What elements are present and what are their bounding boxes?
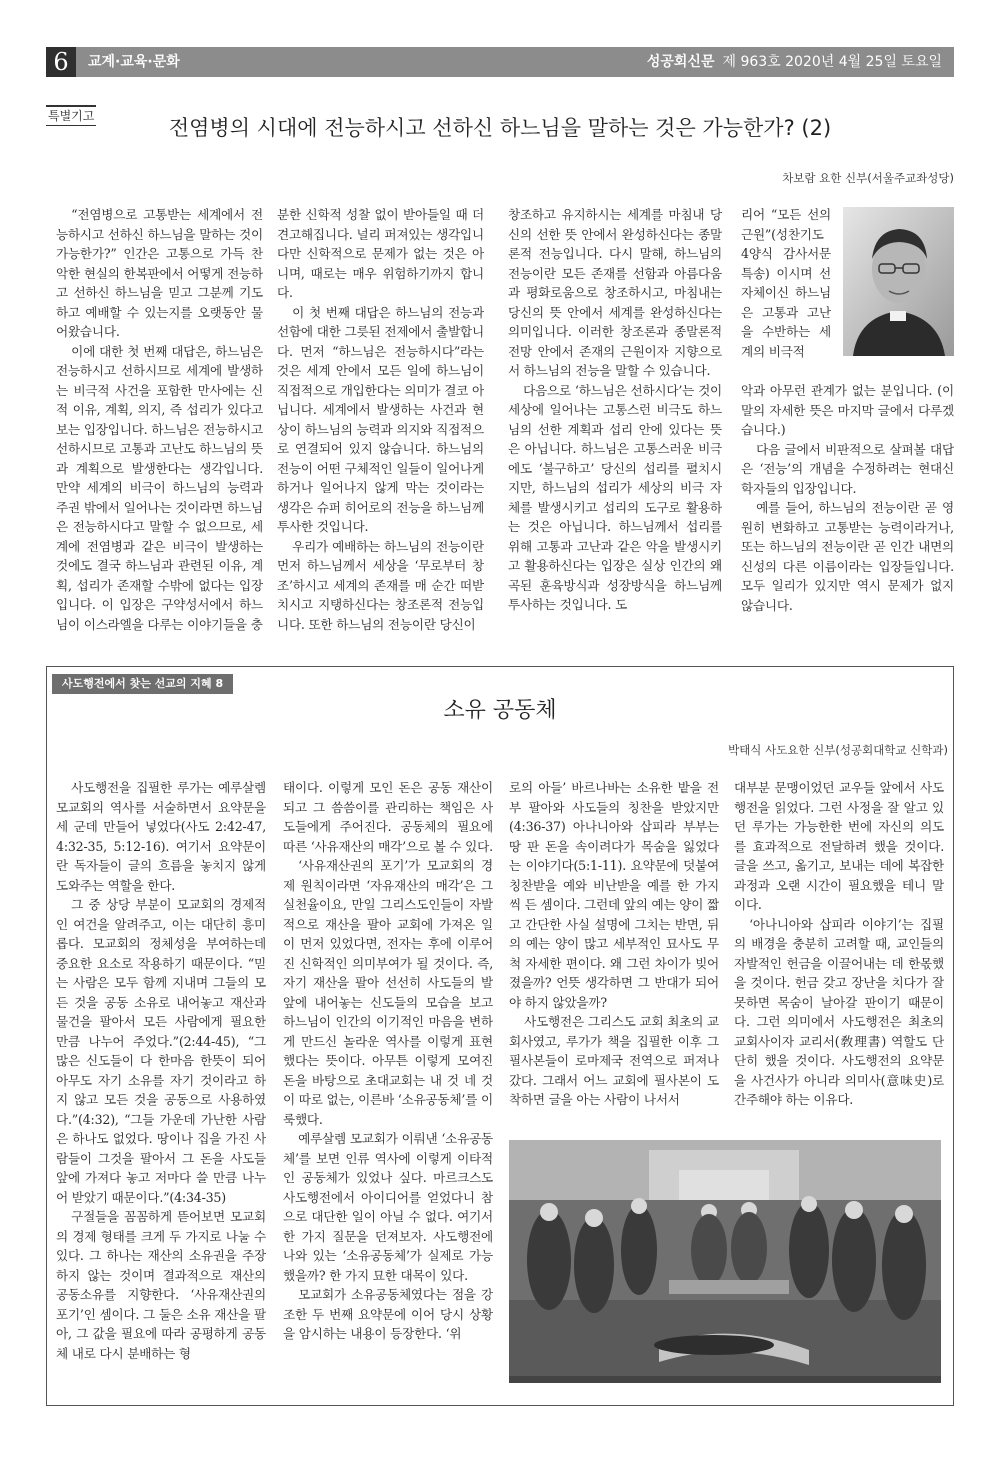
article2-column-2 xyxy=(283,778,493,1398)
article1-column-3 xyxy=(508,205,722,645)
article2-column-1 xyxy=(56,778,266,1398)
paragraph: ‘사유재산권의 포기’가 모교회의 경제 원칙이라면 ‘자유재산의 매각’은 그 실천율이요, 만일 그리스도인들이 자발적으로 재산을 팔아 교회에 가져온 일이 먼저 있었다면, 전자는 후에 이루어진 신학적인 의미부여가 될 것이다. 즉, 자기 재산을 팔아 선선히 사도들의 발 앞에 내어놓는 신도들의 모습을 보고 하느님이 인간의 이기적인 마음을 변하게 만드신 놀라운 역사를 이렇게 표현했다는 뜻이다. 아무튼 이렇게 모여진 돈을 바탕으로 초대교회는 내 것 네 것이 따로 없는, 이른바 ‘소유공동체’를 이룩했다. xyxy=(283,858,493,1127)
page-number: 6 xyxy=(46,47,76,77)
article1-column-2 xyxy=(277,205,484,645)
article1-kicker: 특별기고 xyxy=(46,105,96,126)
masthead xyxy=(647,52,942,72)
paragraph: 다음 글에서 비판적으로 살펴볼 대답은 ‘전능’의 개념을 수정하려는 현대신학자들의 입장입니다. xyxy=(741,441,954,496)
article2-byline: 박태식 사도요한 신부(성공회대학교 신학과) xyxy=(728,743,948,757)
paragraph: 이 첫 번째 대답은 하느님의 전능과 선함에 대한 그릇된 전제에서 출발합니다. 먼저 “하느님은 전능하시다”라는 것은 세계 안에서 모든 일에 하느님이 직접적으로 개입한다는 의미가 결코 아닙니다. 세계에서 발생하는 사건과 현상이 하느님의 능력과 의지와 직접적으로 연결되어 있지 않습니다. 하느님의 전능이 어떤 구체적인 일들이 일어나게 하거나 일어나지 않게 막는 것이라는 생각은 슈퍼 히어로의 전능을 하느님께 투사한 것입니다. xyxy=(277,304,484,534)
author-portrait-image xyxy=(843,207,954,356)
paragraph: 사도행전은 그리스도 교회 최초의 교회사였고, 루가가 책을 집필한 이후 그 필사본들이 로마제국 전역으로 퍼져나갔다. 그래서 어느 교회에 필사본이 도착하면 글을 아는 사람이 나서서 xyxy=(509,1014,719,1107)
paragraph: 모교회가 소유공동체였다는 점을 강조한 두 번째 요약문에 이어 당시 상황을 암시하는 내용이 등장한다. ‘위 xyxy=(283,1287,493,1341)
paragraph: 분한 신학적 성찰 없이 받아들일 때 더 견고해집니다. 널리 퍼져있는 생각입니다만 신학적으로 문제가 없는 것은 아니며, 때로는 매우 위험하기까지 합니다. xyxy=(277,207,484,300)
engraving-image xyxy=(509,1140,941,1383)
article2-column-3 xyxy=(509,778,719,1128)
article1-title: 전염병의 시대에 전능하시고 선하신 하느님을 말하는 것은 가능한가? (2) xyxy=(168,116,832,140)
article1-column-4-top xyxy=(741,205,831,381)
paragraph: 악과 아무런 관계가 없는 분입니다. (이 말의 자세한 뜻은 마지막 글에서 다루겠습니다.) xyxy=(741,383,954,437)
paragraph: 우리가 예배하는 하느님의 전능이란 먼저 하느님께서 세상을 ‘무로부터 창조’하시고 세계의 존재를 매 순간 떠받치시고 지탱하신다는 창조론적 전능입니다. 또한 하느님의 전능이란 당신이 xyxy=(277,538,484,632)
illustration-death-of-ananias xyxy=(509,1140,941,1383)
paragraph: 그 중 상당 부분이 모교회의 경제적인 여건을 알려주고, 이는 대단히 흥미롭다. 모교회의 정체성을 부여하는데 중요한 요소로 작용하기 때문이다. “믿는 사람은 모두 함께 지내며 그들의 모든 것을 공동 소유로 내어놓고 재산과 물건을 팔아서 모든 사람에게 필요한 만큼 나누어 주었다.”(2:44-45), “그 많은 신도들이 다 한마음 한뜻이 되어 아무도 자기 소유를 자기 것이라고 하지 않고 모든 것을 공동으로 사용하였다.”(4:32), “그들 가운데 가난한 사람은 하나도 없었다. 땅이나 집을 가진 사람들이 그것을 팔아서 그 돈을 사도들 앞에 가져다 놓고 저마다 쓸 만큼 나누어 받았기 때문이다.”(4:34-35) xyxy=(56,897,266,1205)
paragraph: 예루살렘 모교회가 이뤄낸 ‘소유공동체’를 보면 인류 역사에 이렇게 이타적인 공동체가 있었나 싶다. 마르크스도 사도행전에서 아이디어를 얻었다니 참으로 대단한 일이 아닐 수 없다. 여기서 한 가지 질문을 던져보자. 사도행전에 나와 있는 ‘소유공동체’가 실제로 가능했을까? 한 가지 묘한 대목이 있다. xyxy=(283,1131,493,1283)
paragraph: 리어 “모든 선의 근원”(성찬기도 4양식 감사서문 특송) 이시며 선 자체이신 하느님은 고통과 고난을 수반하는 세계의 비극적 xyxy=(741,207,831,359)
article1-column-4 xyxy=(741,381,954,645)
paragraph: 다음으로 ‘하느님은 선하시다’는 것이 세상에 일어나는 고통스런 비극도 하느님의 선한 계획과 섭리 안에 있다는 뜻은 아닙니다. 하느님은 고통스러운 비극에도 ‘불구하고’ 당신의 섭리를 펼치시지만, 하느님의 섭리가 세상의 비극 자체를 발생시키고 섭리의 도구로 활용하는 것은 아닙니다. 하느님께서 섭리를 위해 고통과 고난과 같은 악을 발생시키고 활용하신다는 입장은 실상 인간의 왜곡된 훈육방식과 성장방식을 하느님께 투사하는 것입니다. 도 xyxy=(508,382,722,612)
article1-byline: 차보람 요한 신부(서울주교좌성당) xyxy=(782,171,954,185)
issue-info: 제 963호 2020년 4월 25일 토요일 xyxy=(722,54,942,70)
section-title: 교계·교육·문화 xyxy=(88,54,180,70)
paragraph: 태이다. 이렇게 모인 돈은 공동 재산이 되고 그 씀씀이를 관리하는 책임은 사도들에게 주어진다. 공동체의 필요에 따른 ‘사유재산의 매각’으로 볼 수 있다. xyxy=(283,780,493,854)
article1-column-1 xyxy=(56,205,263,645)
paragraph: ‘아나니아와 삽피라 이야기’는 집필의 배경을 충분히 고려할 때, 교인들의 자발적인 헌금을 이끌어내는 데 한몫했을 것이다. 헌금 갖고 장난을 치다가 잘못하면 목숨이 날아갈 판이기 때문이다. 그런 의미에서 사도행전은 최초의 교회사이자 교리서(敎理書) 역할도 단단히 했을 것이다. 사도행전의 요약문을 사건사가 아니라 의미사(意味史)로 간주해야 하는 이유다. xyxy=(734,916,944,1107)
page-header-bar xyxy=(46,47,954,77)
paragraph: 이에 대한 첫 번째 대답은, 하느님은 전능하시고 선하시므로 세계에 발생하는 비극적 사건을 포함한 만사에는 신적 이유, 계획, 의지, 즉 섭리가 있다고 보는 입장입니다. 하느님은 전능하시고 선하시므로 고통과 고난도 하느님의 뜻과 계획으로 발생한다는 생각입니다. 만약 세계의 비극이 하느님의 능력과 주권 밖에서 일어나는 것이라면 하느님은 전능하시다고 말할 수 없으므로, 세계에 전염병과 같은 비극이 발생하는 것에도 결국 하느님과 관련된 이유, 계획, 섭리가 존재할 수밖에 없다는 입장입니다. 이 입장은 구약성서에서 하느님이 이스라엘을 다루는 이야기들을 충 xyxy=(56,343,263,632)
paragraph: 창조하고 유지하시는 세계를 마침내 당신의 선한 뜻 안에서 완성하신다는 종말론적 전능입니다. 다시 말해, 하느님의 전능이란 모든 존재를 선함과 아름다움과 평화로움으로 창조하시고, 마침내는 당신의 뜻 안에서 세계를 완성하신다는 의미입니다. 이러한 창조론과 종말론적 전망 안에서 존재의 근원이자 지향으로서 하느님의 전능을 말할 수 있습니다. xyxy=(508,207,722,378)
paragraph: 구절들을 꼼꼼하게 뜯어보면 모교회의 경제 형태를 크게 두 가지로 나눌 수 있다. 그 하나는 재산의 소유권을 주장하지 않는 것이며 결과적으로 재산의 공동소유를 지향한다. ‘사유재산권의 포기’인 셈이다. 그 둘은 소유 재산을 팔아, 그 값을 필요에 따라 공평하게 공동체 내로 다시 분배하는 형 xyxy=(56,1209,266,1361)
paragraph: 예를 들어, 하느님의 전능이란 곧 영원히 변화하고 고통받는 능력이라거나, 또는 하느님의 전능이란 곧 인간 내면의 신성의 다른 이름이라는 입장들입니다. 모두 일리가 있지만 역시 문제가 없지 않습니다. xyxy=(741,500,954,613)
article2-title: 소유 공동체 xyxy=(443,698,557,723)
paper-name: 성공회신문 xyxy=(646,54,715,70)
paragraph: “전염병으로 고통받는 세계에서 전능하시고 선하신 하느님을 말하는 것이 가능한가?” 인간은 고통으로 가득 찬 악한 현실의 한복판에서 어떻게 전능하고 선하신 하느님을 믿고 그분께 기도하고 예배할 수 있는지를 오랫동안 물어왔습니다. xyxy=(56,207,263,339)
paragraph: 대부분 문맹이었던 교우들 앞에서 사도행전을 읽었다. 그런 사정을 잘 알고 있던 루가는 가능한한 번에 자신의 의도를 효과적으로 전달하려 했을 것이다. 글을 쓰고, 옮기고, 보내는 데에 복잡한 과정과 오랜 시간이 필요했을 테니 말이다. xyxy=(734,780,944,912)
article2-column-4 xyxy=(734,778,944,1128)
paragraph: 로의 아들’ 바르나바는 소유한 밭을 전부 팔아와 사도들의 칭찬을 받았지만(4:36-37) 아나니아와 삽피라 부부는 땅 판 돈을 속이려다가 목숨을 잃었다는 이야기다(5:1-11). 요약문에 덧붙여 칭찬받을 예와 비난받을 예를 한 가지씩 든 셈이다. 그런데 앞의 예는 양이 짧고 간단한 사실 설명에 그치는 반면, 뒤의 예는 양이 많고 세부적인 묘사도 무척 자세한 편이다. 왜 그런 차이가 빚어졌을까? 언뜻 생각하면 그 반대가 되어야 하지 않았을까? xyxy=(509,780,719,1010)
author-photo xyxy=(843,207,954,356)
paragraph: 사도행전을 집필한 루가는 예루살렘 모교회의 역사를 서술하면서 요약문을 세 군데 만들어 넣었다(사도 2:42-47, 4:32-35, 5:12-16). 여기서 요약문이란 독자들이 글의 흐름을 놓치지 않게 도와주는 역할을 한다. xyxy=(56,780,266,893)
article2-kicker: 사도행전에서 찾는 선교의 지혜 8 xyxy=(52,674,233,694)
